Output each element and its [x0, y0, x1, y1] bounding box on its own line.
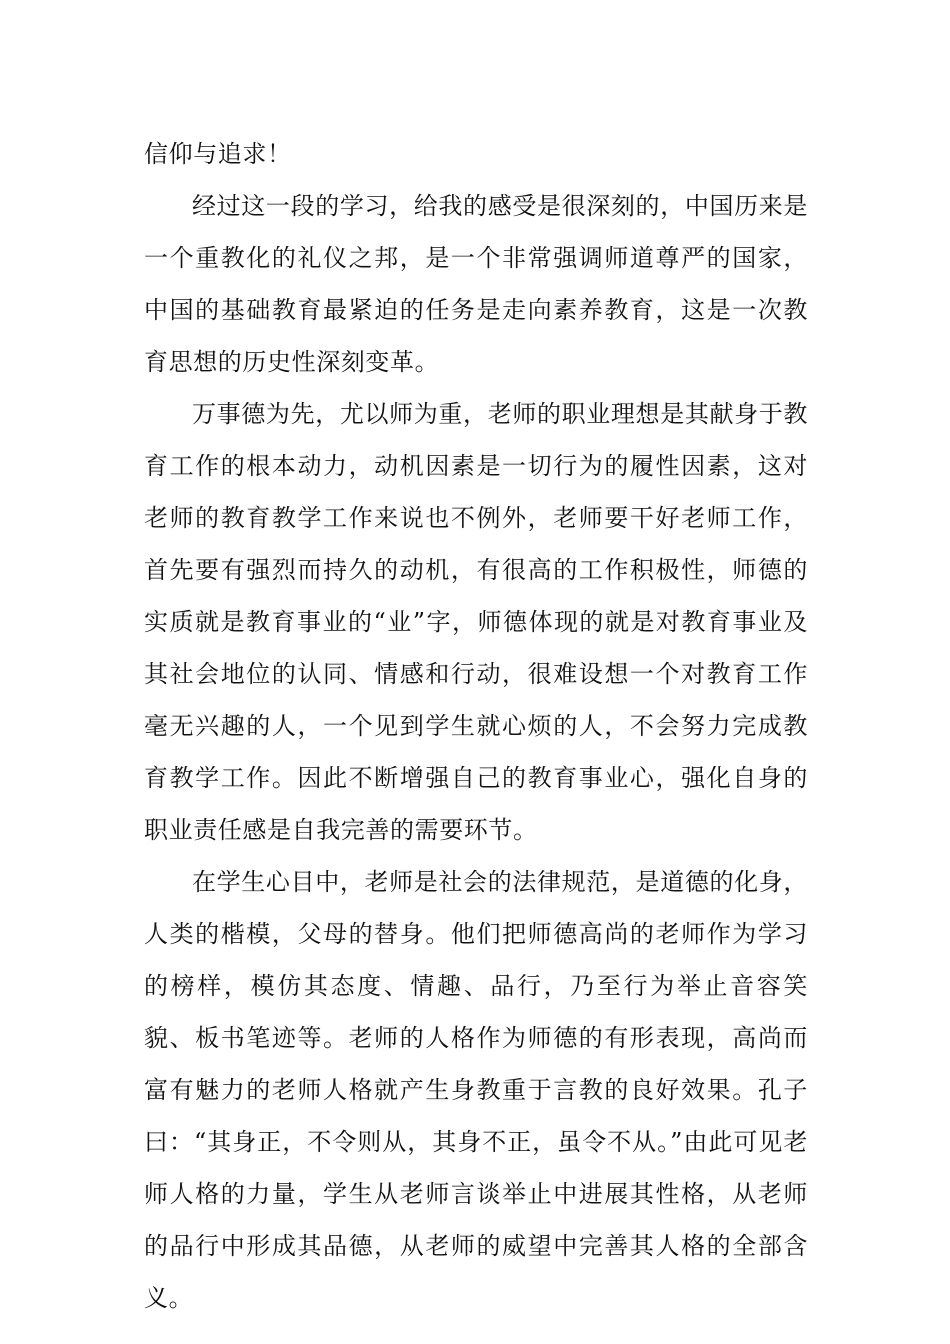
document-body	[144, 128, 808, 1324]
paragraph-teacher-personality: 在学生心目中，老师是社会的法律规范，是道德的化身，人类的楷模，父母的替身。他们把师德高尚的老师作为学习的榜样，模仿其态度、情趣、品行，乃至行为举止音容笑貌、板书笔迹等。老师的人格作为师德的有形表现，高尚而富有魅力的老师人格就产生身教重于言教的良好效果。孔子曰：“其身正，不令则从，其身不正，虽令不从。”由此可见老师人格的力量，学生从老师言谈举止中进展其性格，从老师的品行中形成其品德，从老师的威望中完善其人格的全部含义。	[144, 868, 808, 1312]
paragraph-continuation: 信仰与追求！	[144, 140, 292, 168]
paragraph-learning-reflection: 经过这一段的学习，给我的感受是很深刻的，中国历来是一个重教化的礼仪之邦，是一个非常强调师道尊严的国家，中国的基础教育最紧迫的任务是走向素养教育，这是一次教育思想的历史性深刻变革。	[144, 192, 808, 376]
paragraph-teacher-ethics: 万事德为先，尤以师为重，老师的职业理想是其献身于教育工作的根本动力，动机因素是一切行为的履性因素，这对老师的教育教学工作来说也不例外，老师要干好老师工作，首先要有强烈而持久的动机，有很高的工作积极性，师德的实质就是教育事业的“业”字，师德体现的就是对教育事业及其社会地位的认同、情感和行动，很难设想一个对教育工作毫无兴趣的人，一个见到学生就心烦的人，不会努力完成教育教学工作。因此不断增强自己的教育事业心，强化自身的职业责任感是自我完善的需要环节。	[144, 400, 808, 844]
